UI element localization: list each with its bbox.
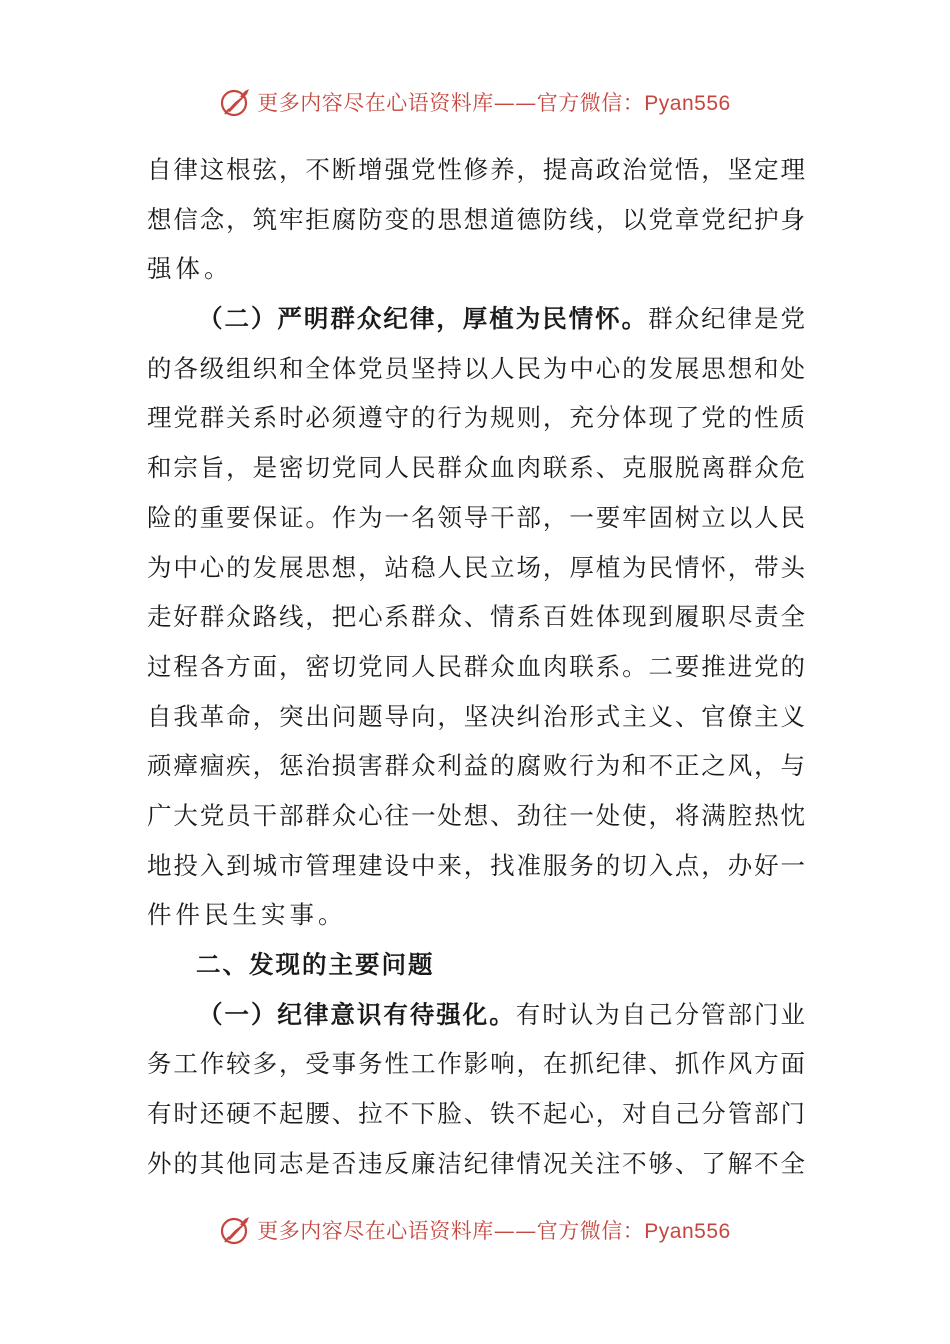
text-line: 的各级组织和全体党员坚持以人民为中心的发展思想和处 <box>147 353 805 383</box>
text-line: 过程各方面，密切党同人民群众血肉联系。二要推进党的 <box>147 651 805 681</box>
text-line: 自我革命，突出问题导向，坚决纠治形式主义、官僚主义 <box>147 701 805 731</box>
banner-wechat-id: Pyan556 <box>644 92 731 115</box>
quill-logo-icon <box>219 1213 253 1247</box>
banner-wechat-label: 官方微信： <box>536 1219 645 1243</box>
text-line: 外的其他同志是否违反廉洁纪律情况关注不够、了解不全 <box>147 1148 805 1178</box>
subsection-first-line <box>147 294 805 344</box>
text-line: 自律这根弦，不断增强党性修养，提高政治觉悟，坚定理 <box>147 155 805 184</box>
banner-wechat-id: Pyan556 <box>644 1220 731 1243</box>
text-line: 务工作较多，受事务性工作影响，在抓纪律、抓作风方面 <box>147 1049 805 1079</box>
section-heading: 二、发现的主要问题 <box>196 950 435 979</box>
text-line: 想信念，筑牢拒腐防变的思想道德防线，以党章党纪护身 <box>147 204 805 234</box>
text-line: 有时还硬不起腰、拉不下脸、铁不起心，对自己分管部门 <box>147 1099 805 1129</box>
banner-wechat-label: 官方微信： <box>536 91 645 115</box>
text-line: 理党群关系时必须遵守的行为规则，充分体现了党的性质 <box>147 403 805 433</box>
banner-text <box>257 1215 730 1245</box>
document-body <box>147 145 805 1188</box>
subsection-lead-text: 群众纪律是党 <box>648 304 805 334</box>
banner-separator: —— <box>493 1219 537 1243</box>
banner-title: 更多内容尽在心语资料库 <box>257 91 494 115</box>
subsection-heading: （一）纪律意识有待强化。 <box>198 999 516 1029</box>
bottom-banner <box>0 1210 950 1250</box>
subsection-heading: （二）严明群众纪律，厚植为民情怀。 <box>198 304 649 334</box>
text-line: 广大党员干部群众心往一处想、劲往一处使，将满腔热忱 <box>147 800 805 830</box>
subsection-lead-text: 有时认为自己分管部门业 <box>515 999 805 1029</box>
text-line: 件件民生实事。 <box>147 900 347 930</box>
text-line: 顽瘴痼疾，惩治损害群众利益的腐败行为和不正之风，与 <box>147 751 805 781</box>
text-line: 强体。 <box>147 254 233 284</box>
text-line: 为中心的发展思想，站稳人民立场，厚植为民情怀，带头 <box>147 552 805 582</box>
quill-logo-icon <box>219 85 253 119</box>
subsection-first-line <box>147 990 805 1040</box>
top-banner <box>0 82 950 122</box>
text-line: 地投入到城市管理建设中来，找准服务的切入点，办好一 <box>147 850 805 880</box>
banner-separator: —— <box>493 91 537 115</box>
text-line: 险的重要保证。作为一名领导干部，一要牢固树立以人民 <box>147 502 805 532</box>
text-line: 走好群众路线，把心系群众、情系百姓体现到履职尽责全 <box>147 602 805 632</box>
text-line: 和宗旨，是密切党同人民群众血肉联系、克服脱离群众危 <box>147 453 805 483</box>
banner-text <box>257 87 730 117</box>
banner-title: 更多内容尽在心语资料库 <box>257 1219 494 1243</box>
